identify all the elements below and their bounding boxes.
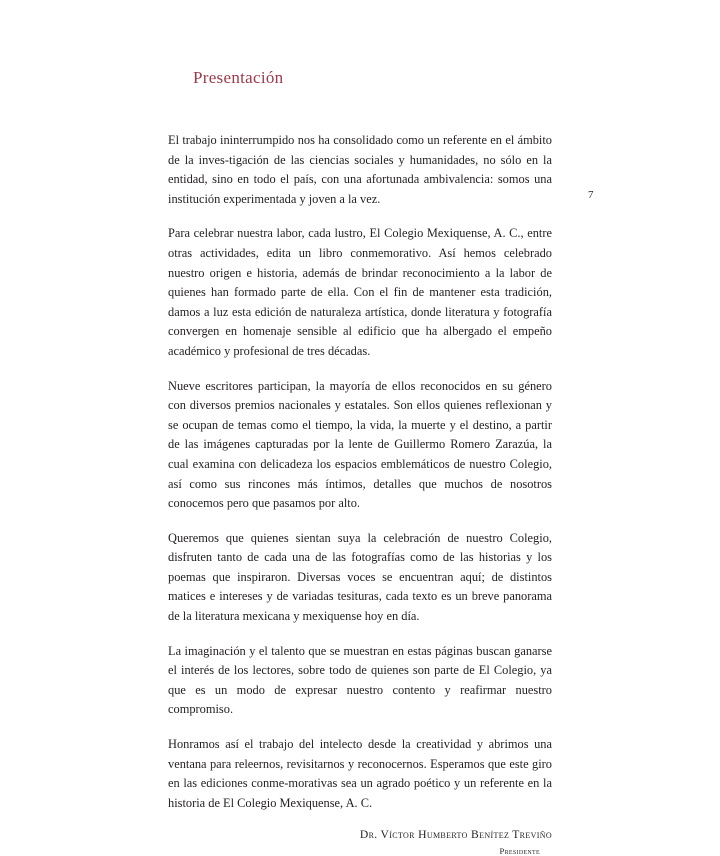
signature-role: Presidente — [499, 846, 540, 856]
page-title: Presentación — [193, 68, 284, 87]
paragraph: Honramos así el trabajo del intelecto desde la creatividad y abrimos una ventana para releernos, revisitarnos y reconocernos. Esperamos que este giro en las ediciones conme-morativas sea un agrado poético y un referente en la historia de El Colegio Mexiquense, A. C. — [168, 737, 552, 810]
page-folio-number: 7 — [588, 189, 594, 201]
body-text-column — [168, 131, 552, 856]
signature-block — [168, 828, 552, 856]
paragraph: La imaginación y el talento que se muestran en estas páginas buscan ganarse el interés de los lectores, sobre todo de quienes son parte de El Colegio, ya que es un modo de expresar nuestro contento y reafirmar nuestro compromiso. — [168, 643, 552, 717]
paragraph: Para celebrar nuestra labor, cada lustro, El Colegio Mexiquense, A. C., entre otras actividades, edita un libro conmemorativo. Así hemos celebrado nuestro origen e historia, además de brindar reconocimiento a la labor de quienes han formado parte de ella. Con el fin de mantener esta tradición, damos a luz esta edición de naturaleza artística, donde literatura y fotografía convergen en homenaje sensible al edificio que ha albergado el empeño académico y profesional de tres décadas. — [168, 226, 552, 358]
paragraph: Queremos que quienes sientan suya la celebración de nuestro Colegio, disfruten tanto de cada una de las fotografías como de las historias y los poemas que inspiraron. Diversas voces se encuentran aquí; de distintos matices e intereses y de variadas tesituras, cada texto es un breve panorama de la literatura mexicana y mexiquense hoy en día. — [168, 530, 552, 624]
paragraph: Nueve escritores participan, la mayoría de ellos reconocidos en su género con diversos premios nacionales y estatales. Son ellos quienes reflexionan y se ocupan de temas como el tiempo, la vida, la muerte y el destino, a partir de las imágenes capturadas por la lente de Guillermo Romero Zarazúa, la cual examina con delicadeza los espacios emblemáticos de nuestro Colegio, así como sus rincones más íntimos, detalles que muchos de nosotros conocemos pero que pasamos por alto. — [168, 378, 552, 511]
signature-name: Dr. Víctor Humberto Benítez Treviño — [359, 828, 552, 842]
paragraph: El trabajo ininterrumpido nos ha consolidado como un referente en el ámbito de la inves-tigación de las ciencias sociales y humanidades, no sólo en la entidad, sino en todo el país, con una afortunada ambivalencia: somos una institución experimentada y joven a la vez. — [168, 133, 552, 206]
